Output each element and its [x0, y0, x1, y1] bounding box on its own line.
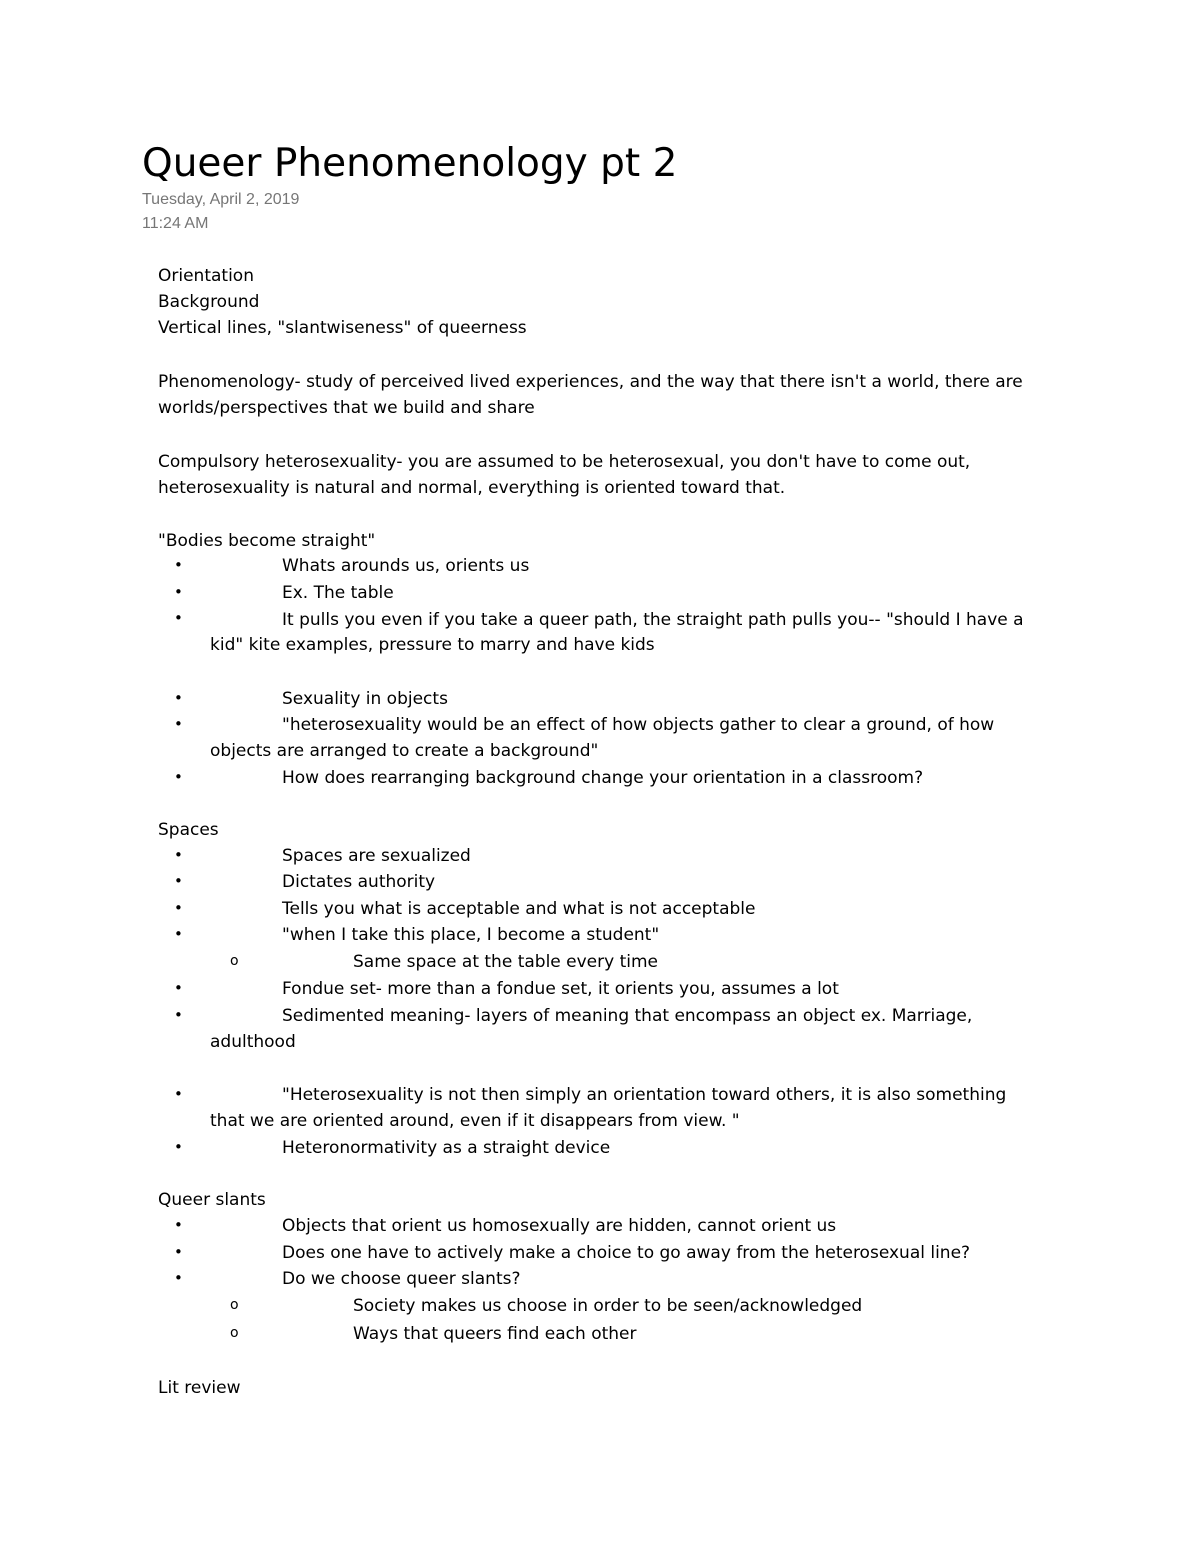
section-heading: Queer slants [158, 1190, 266, 1210]
list-item: Sexuality in objects [282, 689, 448, 709]
note-time: 11:24 AM [142, 215, 209, 232]
bullet-marker: • [174, 846, 183, 864]
list-item: Ex. The table [282, 583, 394, 603]
list-item: "when I take this place, I become a student" [282, 925, 660, 945]
list-item-continued: kid" kite examples, pressure to marry and have kids [210, 635, 655, 655]
text-line: worlds/perspectives that we build and share [158, 398, 535, 418]
section-heading: "Bodies become straight" [158, 531, 376, 551]
page-title: Queer Phenomenology pt 2 [142, 141, 678, 186]
list-item: "heterosexuality would be an effect of how objects gather to clear a ground, of how [282, 715, 995, 735]
sub-list-item: Same space at the table every time [353, 952, 658, 972]
text-line: Compulsory heterosexuality- you are assumed to be heterosexual, you don't have to come out, [158, 452, 971, 472]
bullet-marker: • [174, 872, 183, 890]
list-item: Heteronormativity as a straight device [282, 1138, 611, 1158]
text-line: Vertical lines, "slantwiseness" of queerness [158, 318, 527, 338]
list-item: Does one have to actively make a choice to go away from the heterosexual line? [282, 1243, 971, 1263]
bullet-marker: • [174, 556, 183, 574]
bullet-marker: • [174, 583, 183, 601]
sub-bullet-marker: o [230, 1325, 239, 1341]
bullet-marker: • [174, 1138, 183, 1156]
sub-bullet-marker: o [230, 1297, 239, 1313]
bullet-marker: • [174, 899, 183, 917]
bullet-marker: • [174, 609, 183, 627]
sub-bullet-marker: o [230, 953, 239, 969]
text-line: heterosexuality is natural and normal, everything is oriented toward that. [158, 478, 786, 498]
note-date: Tuesday, April 2, 2019 [142, 191, 300, 208]
list-item: Fondue set- more than a fondue set, it orients you, assumes a lot [282, 979, 839, 999]
sub-list-item: Society makes us choose in order to be seen/acknowledged [353, 1296, 863, 1316]
list-item: Whats arounds us, orients us [282, 556, 530, 576]
list-item: "Heterosexuality is not then simply an orientation toward others, it is also something [282, 1085, 1007, 1105]
list-item-continued: objects are arranged to create a background" [210, 741, 599, 761]
bullet-marker: • [174, 715, 183, 733]
bullet-marker: • [174, 925, 183, 943]
text-line: Background [158, 292, 260, 312]
list-item: Tells you what is acceptable and what is not acceptable [282, 899, 756, 919]
bullet-marker: • [174, 1006, 183, 1024]
list-item: Dictates authority [282, 872, 436, 892]
section-heading: Lit review [158, 1378, 241, 1398]
list-item: Spaces are sexualized [282, 846, 471, 866]
text-line: Phenomenology- study of perceived lived experiences, and the way that there isn't a world, there are [158, 372, 1023, 392]
list-item-continued: that we are oriented around, even if it disappears from view. " [210, 1111, 740, 1131]
bullet-marker: • [174, 979, 183, 997]
bullet-marker: • [174, 768, 183, 786]
bullet-marker: • [174, 1085, 183, 1103]
list-item: How does rearranging background change your orientation in a classroom? [282, 768, 924, 788]
text-line: Orientation [158, 266, 254, 286]
list-item: Do we choose queer slants? [282, 1269, 521, 1289]
section-heading: Spaces [158, 820, 219, 840]
bullet-marker: • [174, 1216, 183, 1234]
bullet-marker: • [174, 1269, 183, 1287]
list-item-continued: adulthood [210, 1032, 296, 1052]
list-item: Objects that orient us homosexually are hidden, cannot orient us [282, 1216, 837, 1236]
sub-list-item: Ways that queers find each other [353, 1324, 637, 1344]
bullet-marker: • [174, 1243, 183, 1261]
list-item: Sedimented meaning- layers of meaning that encompass an object ex. Marriage, [282, 1006, 973, 1026]
list-item: It pulls you even if you take a queer path, the straight path pulls you-- "should I have a [282, 610, 1024, 630]
bullet-marker: • [174, 689, 183, 707]
